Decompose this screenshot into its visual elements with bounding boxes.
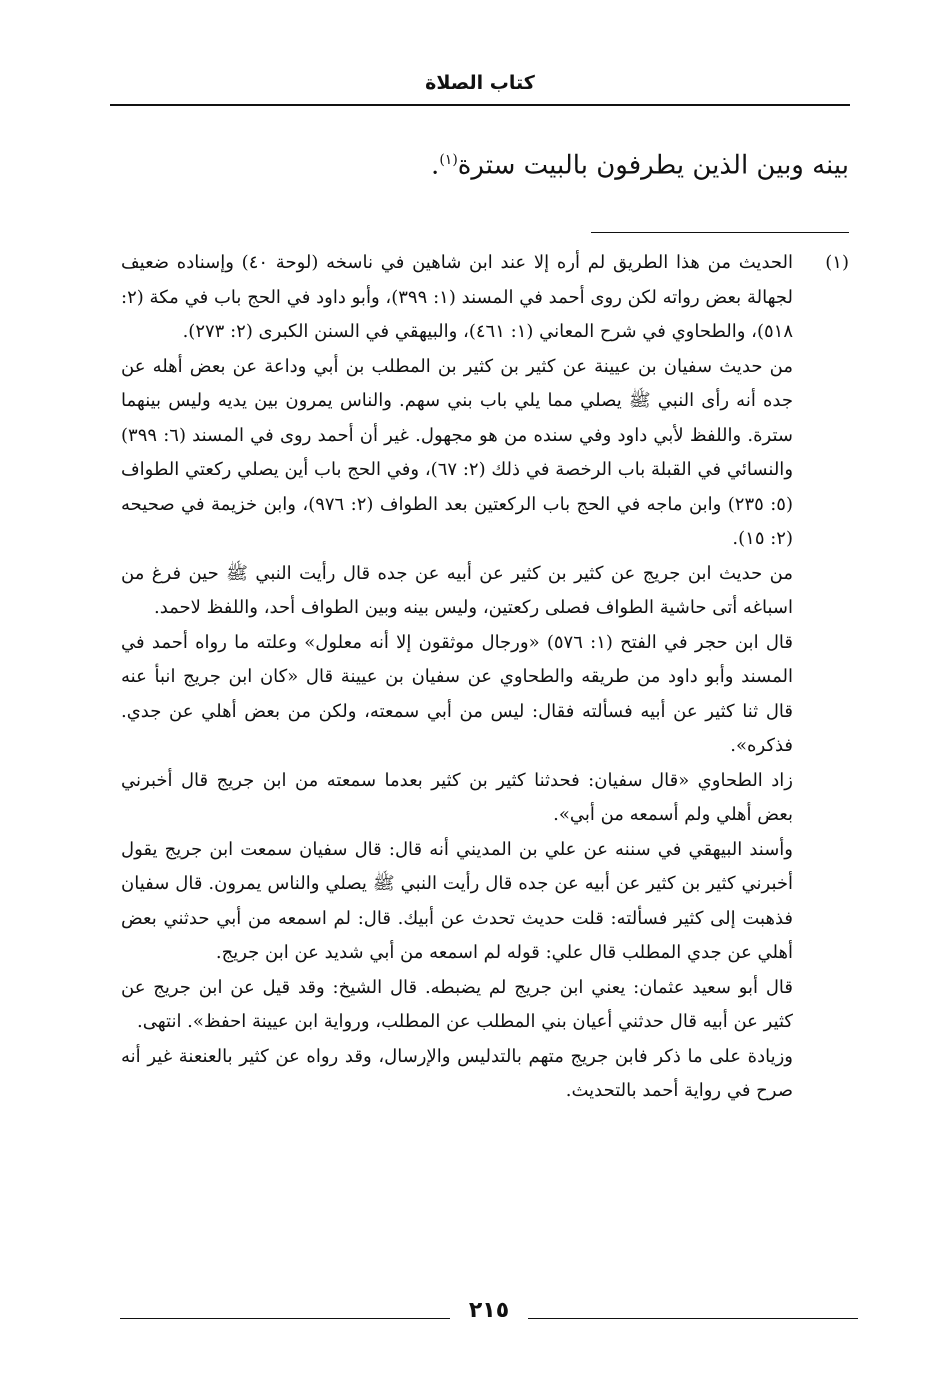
footnote-body	[121, 246, 793, 1109]
footnote-paragraph: من حديث ابن جريج عن كثير بن كثير عن أبيه عن جده قال رأيت النبي ﷺ حين فرغ من اسباغه أتى حاشية الطواف فصلى ركعتين، وليس بينه وبين الطواف أحد، واللفظ لاحمد.	[121, 562, 793, 618]
footnote-number: (١)	[825, 252, 849, 273]
footnote-paragraph: الحديث من هذا الطريق لم أره إلا عند ابن شاهين في ناسخه (لوحة ٤٠) وإسناده ضعيف لجهالة بعض رواته لكن روى أحمد في المسند (١: ٣٩٩)، وأبو داود في الحج باب في مكة (٢: ٥١٨)، والطحاوي في شرح المعاني (١: ٤٦١)، والبيهقي في السنن الكبرى (٢: ٢٧٣).	[121, 252, 793, 342]
footnote-paragraph: زاد الطحاوي «قال سفيان: فحدثنا كثير بن كثير بعدما سمعته من ابن جريج قال أخبرني بعض أهلي ولم أسمعه من أبي».	[121, 769, 793, 825]
main-text	[431, 140, 849, 186]
header-divider	[110, 104, 850, 106]
footnote-paragraph: قال أبو سعيد عثمان: يعني ابن جريج لم يضبطه. قال الشيخ: وقد قيل عن ابن جريج عن كثير عن أبيه قال حدثني أعيان بني المطلب عن المطلب، ورواية ابن عيينة احفظ». انتهى.	[121, 976, 793, 1032]
footnote-paragraph: وأسند البيهقي في سننه عن علي بن المديني أنه قال: قال سفيان سمعت ابن جريج يقول أخبرني كثير بن كثير عن أبيه عن جده قال رأيت النبي ﷺ يصلي والناس يمرون. قال سفيان فذهبت إلى كثير فسألته: قلت حديث تحدث عن أبيك. قال: لم اسمعه من أبي حدثني بعض أهلي عن جدي المطلب قال علي: قوله لم اسمعه من أبي شديد عن ابن جريج.	[121, 838, 793, 963]
footnote-paragraph: قال ابن حجر في الفتح (١: ٥٧٦) «ورجال موثقون إلا أنه معلول» وعلته ما رواه أحمد في المسند وأبو داود من طريقه والطحاوي عن سفيان بن عيينة قال «كان ابن جريج انبأ عنه قال ثنا كثير عن أبيه فسألته فقال: ليس من أبي سمعته، ولكن من بعض أهلي عن جدي. فذكره».	[121, 631, 793, 756]
footer-rule-right	[528, 1318, 858, 1319]
page-number: ٢١٥	[468, 1298, 510, 1323]
main-text-end: .	[431, 150, 440, 181]
page-header-title: كتاب الصلاة	[425, 72, 535, 94]
main-text-body: بينه وبين الذين يطرفون بالبيت سترة	[457, 150, 849, 181]
footer-rule-left	[120, 1318, 450, 1319]
footnote-divider	[591, 232, 849, 233]
footnote-paragraph: وزيادة على ما ذكر فابن جريج متهم بالتدليس والإرسال، وقد رواه عن كثير بالعنعنة غير أنه صرح في رواية أحمد بالتحديث.	[121, 1045, 793, 1101]
footnote-paragraph: من حديث سفيان بن عيينة عن كثير بن كثير بن المطلب بن أبي وداعة عن بعض أهله عن جده أنه رأى النبي ﷺ يصلي مما يلي باب بني سهم. والناس يمرون بين يديه وليس بينهما سترة. واللفظ لأبي داود وفي سنده من هو مجهول. غير أن أحمد روى في المسند (٦: ٣٩٩) والنسائي في القبلة باب الرخصة في ذلك (٢: ٦٧)، وفي الحج باب أين يصلي ركعتي الطواف (٥: ٢٣٥) وابن ماجه في الحج باب الركعتين بعد الطواف (٢: ٩٧٦)، وابن خزيمة في صحيحه (٢: ١٥).	[121, 355, 794, 549]
footnote-reference: (١)	[439, 152, 458, 168]
